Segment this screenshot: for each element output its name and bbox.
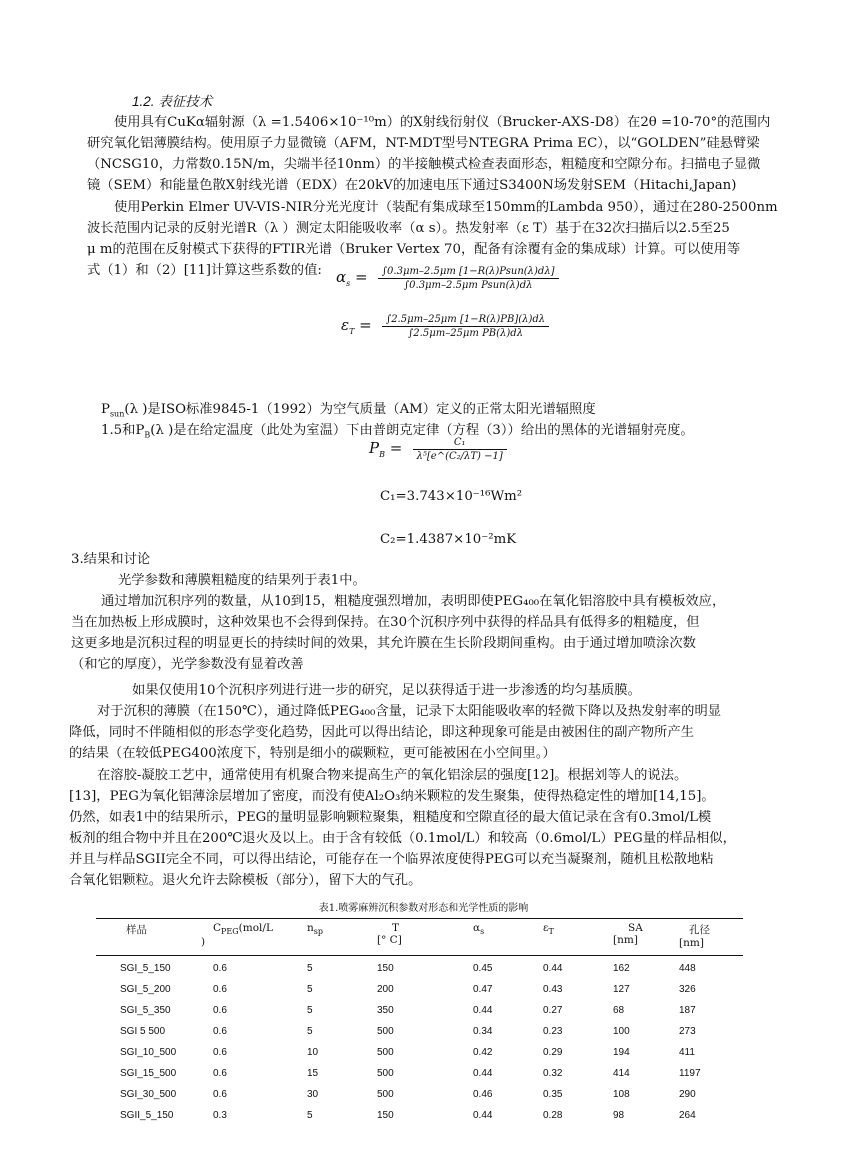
cell-alpha-s: 0.42 [473, 1047, 493, 1058]
equation-denominator: ∫2.5μm–25μm PB(λ)dλ [408, 328, 524, 339]
table-row [118, 1084, 743, 1105]
text-line: 镜（SEM）和能量色散X射线光谱（EDX）在20kV的加速电压下通过S3400N场发射SEM（Hitachi,Japan) [87, 178, 737, 193]
equation-numerator: C₁ [413, 437, 507, 450]
cell-nsp: 5 [307, 1005, 313, 1016]
cell-sample: SGI_5_200 [120, 984, 171, 995]
cell-epsilon-t: 0.27 [543, 1005, 563, 1016]
cell-sa: 100 [613, 1026, 630, 1037]
cell-alpha-s: 0.47 [473, 984, 493, 995]
cell-alpha-s: 0.45 [473, 963, 493, 974]
cell-nsp: 5 [307, 1110, 313, 1121]
cell-temperature: 500 [377, 1047, 394, 1058]
cell-pore: 1197 [679, 1068, 701, 1079]
cell-cpeg: 0.3 [213, 1110, 227, 1121]
text-line: μ m的范围在反射模式下获得的FTIR光谱（Bruker Vertex 70，配备有涂覆有金的集成球）计算。可以使用等 [87, 242, 741, 257]
text-ten-sequences: 如果仅使用10个沉积序列进行进一步的研究，足以获得适于进一步渗透的均匀基质膜。 [132, 683, 641, 698]
text-line: 合氧化铝颗粒。退火允许去除模板（部分），留下大的气孔。 [69, 873, 422, 888]
cell-nsp: 5 [307, 984, 313, 995]
text-line: 使用具有CuKα辐射源（λ =1.5406×10⁻¹⁰m）的X射线衍射仪（Brucker-AXS-D8）在2θ =10-70°的范围内 [114, 115, 771, 130]
cell-alpha-s: 0.44 [473, 1110, 493, 1121]
cell-pore: 326 [679, 984, 696, 995]
equation-denominator: ∫0.3μm–2.5μm Psun(λ)dλ [403, 280, 533, 291]
section-heading-3: 3.结果和讨论 [71, 552, 151, 567]
equation-numerator: ∫0.3μm–2.5μm [1−R(λ)Psun(λ)dλ] [378, 266, 559, 279]
cell-cpeg: 0.6 [213, 1047, 227, 1058]
text-line: （NCSG10，力常数0.15N/m，尖端半径10nm）的半接触模式检查表面形态，粗糙度和空隙分布。扫描电子显微 [87, 157, 761, 172]
cell-pore: 290 [679, 1089, 696, 1100]
header-sample: 样品 [126, 924, 147, 936]
cell-epsilon-t: 0.32 [543, 1068, 563, 1079]
cell-epsilon-t: 0.44 [543, 963, 563, 974]
table-row [118, 1105, 743, 1126]
results-table [118, 919, 743, 1126]
text-line: 这更多地是沉积过程的明显更长的持续时间的效果，其允许膜在生长阶段期间重构。由于通过增加喷涂次数 [71, 636, 696, 651]
table-row [118, 979, 743, 1000]
cell-sample: SGI 5 500 [120, 1026, 166, 1037]
cell-alpha-s: 0.46 [473, 1089, 493, 1100]
text-line: 降低，同时不伴随相似的形态学变化趋势，因此可以得出结论，即这种现象可能是由被困住的副产物所产生 [69, 725, 694, 740]
cell-temperature: 500 [377, 1026, 394, 1037]
cell-temperature: 150 [377, 1110, 394, 1121]
cell-sample: SGI_15_500 [120, 1068, 177, 1079]
cell-sa: 68 [613, 1005, 625, 1016]
cell-epsilon-t: 0.28 [543, 1110, 563, 1121]
text-line: 当在加热板上形成膜时，这种效果也不会得到保持。在30个沉积序列中获得的样品具有低得多的粗糙度，但 [71, 615, 700, 630]
header-cpeg: $C_{PEG}(mol/L$ ) [201, 922, 273, 949]
cell-pore: 264 [679, 1110, 696, 1121]
equation-lhs: $P_B$ = [369, 439, 403, 459]
text-line: [13]，PEG为氧化铝薄涂层增加了密度，而没有使Al₂O₃纳米颗粒的发生聚集，使得热稳定性的增加[14,15]。 [69, 789, 715, 804]
cell-nsp: 30 [307, 1089, 319, 1100]
cell-cpeg: 0.6 [213, 984, 227, 995]
equation-planck [369, 437, 507, 462]
cell-epsilon-t: 0.23 [543, 1026, 563, 1037]
cell-sa: 108 [613, 1089, 630, 1100]
equation-alpha-s [336, 266, 559, 291]
cell-pore: 411 [679, 1047, 695, 1058]
text-psun-definition: $P_{sun}(\lambda$ )是ISO标准9845-1（1992）为空气质量（AM）定义的正常太阳光谱辐照度 [101, 402, 596, 419]
text-line: 板剂的组合物中并且在200℃退火及以上。由于含有较低（0.1mol/L）和较高（0.6mol/L）PEG量的样品相似， [69, 831, 736, 846]
cell-temperature: 150 [377, 963, 394, 974]
text-pb-definition: 1.5和$P_B(\lambda$ )是在给定温度（此处为室温）下由普朗克定律（方程（3））给出的黑体的光谱辐射亮度。 [101, 423, 694, 440]
cell-nsp: 5 [307, 963, 313, 974]
equation-epsilon-t [341, 314, 549, 339]
cell-cpeg: 0.6 [213, 963, 227, 974]
cell-pore: 448 [679, 963, 696, 974]
cell-nsp: 5 [307, 1026, 313, 1037]
cell-nsp: 10 [307, 1047, 319, 1058]
equation-lhs: $\alpha_s$ = [336, 268, 368, 288]
cell-cpeg: 0.6 [213, 1026, 227, 1037]
cell-sa: 98 [613, 1110, 625, 1121]
cell-sa: 127 [613, 984, 630, 995]
table-row [118, 1000, 743, 1021]
cell-temperature: 500 [377, 1068, 394, 1079]
cell-sa: 194 [613, 1047, 630, 1058]
text-line: 仍然，如表1中的结果所示，PEG的量明显影响颗粒聚集，粗糙度和空隙直径的最大值记录在含有0.3mol/L模 [69, 810, 712, 825]
cell-epsilon-t: 0.29 [543, 1047, 563, 1058]
equation-numerator: ∫2.5μm–25μm [1−R(λ)PB](λ)dλ [382, 314, 549, 327]
cell-sample: SGI_5_150 [120, 963, 171, 974]
text-intro: 光学参数和薄膜粗糙度的结果列于表1中。 [118, 573, 366, 588]
table-row [118, 1042, 743, 1063]
table-row [118, 1021, 743, 1042]
cell-alpha-s: 0.34 [473, 1026, 493, 1037]
header-nsp: $n_{sp}$ [307, 922, 323, 937]
text-line: 波长范围内记录的反射光谱R（λ ）测定太阳能吸收率（α s）。热发射率（ε T）基于在32次扫描后以2.5至25 [87, 221, 730, 236]
equation-fraction [382, 314, 549, 339]
header-epsilon-t: $\varepsilon_T$ [543, 922, 554, 937]
header-pore: 孔径 [nm] [679, 924, 710, 949]
cell-temperature: 200 [377, 984, 394, 995]
text-line: 的结果（在较低PEG400浓度下，特别是细小的碳颗粒，更可能被困在小空间里。） [69, 746, 556, 761]
text-line: 在溶胶-凝胶工艺中，通常使用有机聚合物来提高生产的氧化铝涂层的强度[12]。根据刘等人的说法。 [97, 768, 688, 783]
cell-cpeg: 0.6 [213, 1089, 227, 1100]
text-line: 通过增加沉积序列的数量，从10到15，粗糙度强烈增加，表明即使PEG₄₀₀在氧化铝溶胶中具有模板效应， [101, 594, 726, 609]
cell-cpeg: 0.6 [213, 1005, 227, 1016]
header-sa: SA [nm] [613, 922, 643, 946]
equation-fraction [413, 437, 507, 462]
cell-sample: SGII_5_150 [120, 1110, 174, 1121]
cell-cpeg: 0.6 [213, 1068, 227, 1079]
cell-alpha-s: 0.44 [473, 1068, 493, 1079]
cell-pore: 273 [679, 1026, 696, 1037]
constant-c1: C₁=3.743×10⁻¹⁶Wm² [380, 489, 523, 504]
cell-epsilon-t: 0.35 [543, 1089, 563, 1100]
cell-sample: SGI_10_500 [120, 1047, 177, 1058]
text-line: 式（1）和（2）[11]计算这些系数的值: [87, 263, 322, 278]
table-row [118, 958, 743, 979]
cell-temperature: 350 [377, 1005, 394, 1016]
cell-sample: SGI_30_500 [120, 1089, 177, 1100]
text-line: 使用Perkin Elmer UV-VIS-NIR分光光度计（装配有集成球至150mm的Lambda 950），通过在280-2500nm [114, 200, 778, 215]
table-caption: 表1.喷雾麻辨沉积参数对形态和光学性质的影响 [318, 903, 529, 914]
equation-fraction [378, 266, 559, 291]
cell-sa: 162 [613, 963, 630, 974]
text-line: 并且与样品SGII完全不同，可以得出结论，可能存在一个临界浓度使得PEG可以充当凝聚剂，随机且松散地粘 [69, 852, 714, 867]
header-temperature: T [° C] [377, 922, 402, 946]
cell-temperature: 500 [377, 1089, 394, 1100]
text-line: 对于沉积的薄膜（在150℃），通过降低PEG₄₀₀含量，记录下太阳能吸收率的轻微下降以及热发射率的明显 [97, 704, 722, 719]
cell-pore: 187 [679, 1005, 696, 1016]
equation-denominator: λ⁵[e^(C₂/λT) −1] [416, 451, 503, 462]
cell-alpha-s: 0.44 [473, 1005, 493, 1016]
constant-c2: C₂=1.4387×10⁻²mK [380, 532, 517, 547]
cell-epsilon-t: 0.43 [543, 984, 563, 995]
cell-nsp: 15 [307, 1068, 319, 1079]
table-header-row [118, 919, 743, 958]
text-line: （和它的厚度），光学参数没有显着改善 [71, 657, 304, 672]
cell-sa: 414 [613, 1068, 630, 1079]
section-heading-1-2: 1.2. 表征技术 [132, 94, 213, 109]
cell-sample: SGI_5_350 [120, 1005, 171, 1016]
header-alpha-s: $\alpha_s$ [473, 922, 485, 937]
table-row [118, 1063, 743, 1084]
text-line: 研究氧化铝薄膜结构。使用原子力显微镜（AFM，NT-MDT型号NTEGRA Prima EC），以“GOLDEN”硅悬臂梁 [87, 136, 760, 151]
equation-lhs: $\varepsilon_T$ = [341, 316, 372, 336]
